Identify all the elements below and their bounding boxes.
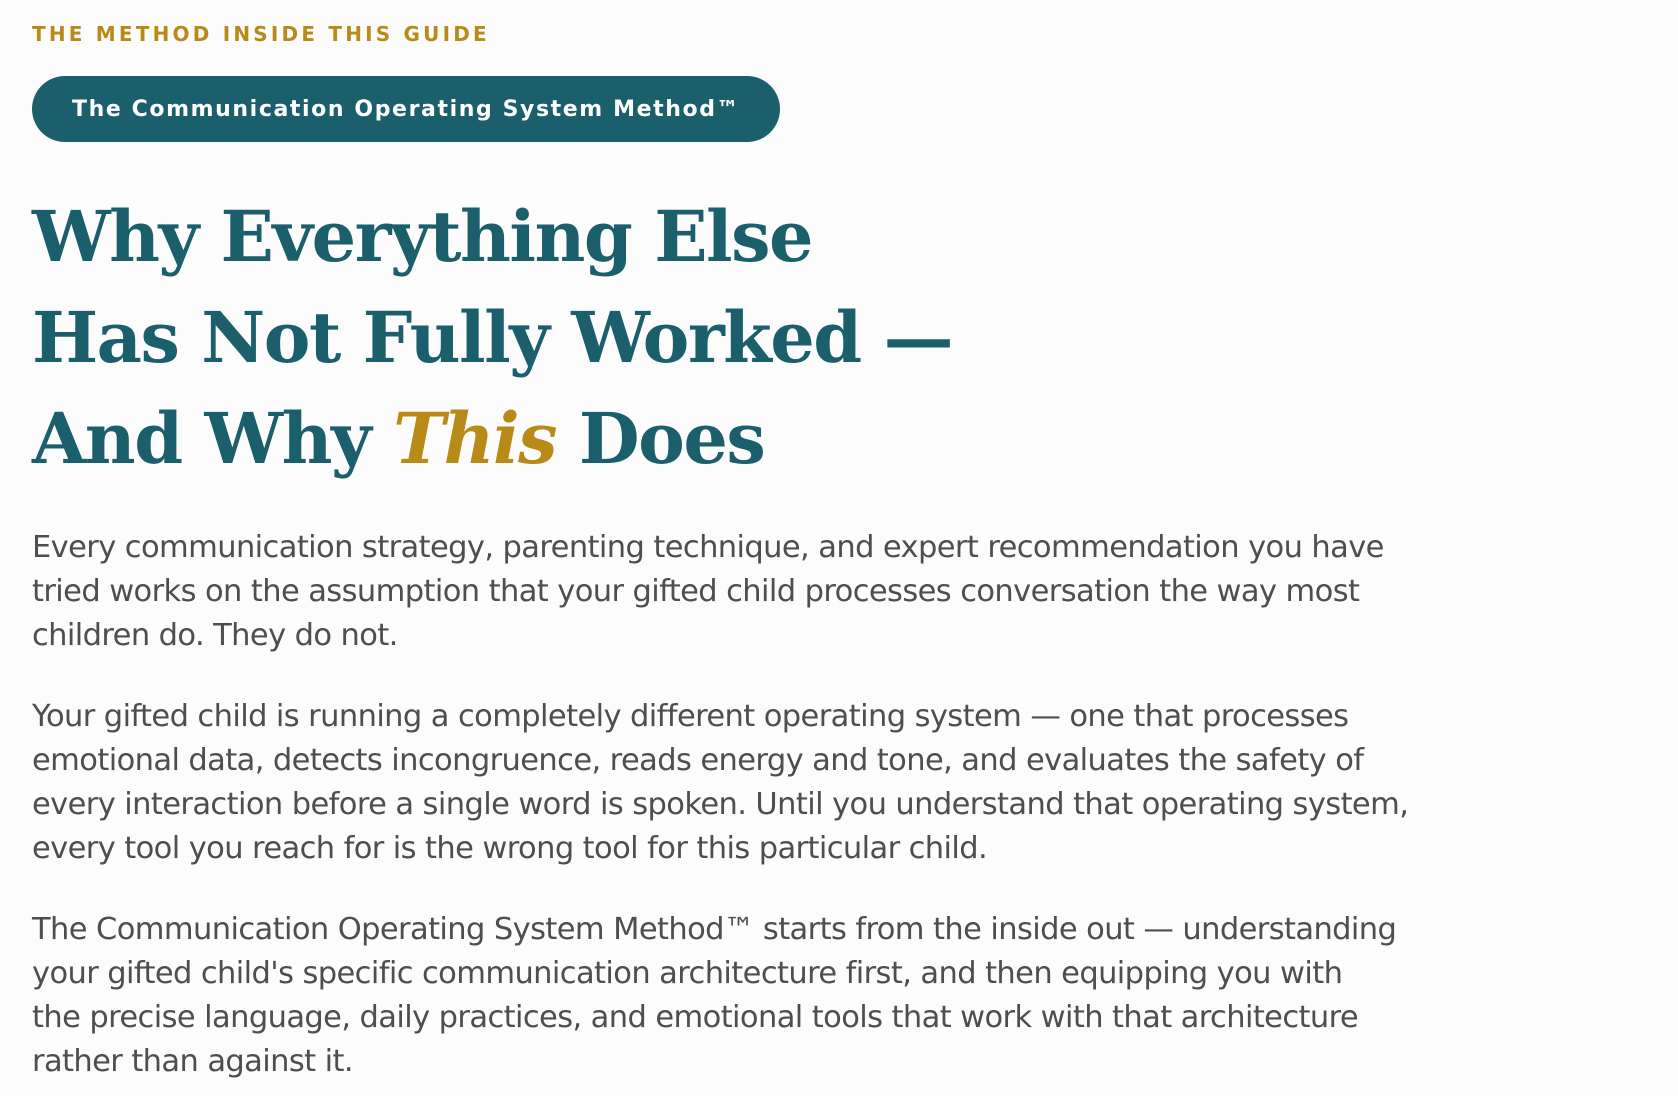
title-line-2: Has Not Fully Worked — [32,296,953,379]
paragraph-line: rather than against it. [32,1044,353,1079]
title-line-3 [32,388,952,489]
body-paragraph-1 [32,526,1532,658]
title-line-3-start: And Why [32,397,394,480]
paragraph-line: Every communication strategy, parenting technique, and expert recommendation you have [32,530,1384,565]
page-title [32,186,952,489]
paragraph-line: tried works on the assumption that your gifted child processes conversation the way most [32,574,1360,609]
paragraph-line: your gifted child's specific communication architecture first, and then equipping you with [32,956,1343,991]
paragraph-line: Your gifted child is running a completely different operating system — one that processes [32,699,1349,734]
body-paragraph-3 [32,908,1532,1084]
title-line-3-end: Does [556,397,765,480]
body-paragraph-2 [32,695,1532,871]
title-line-1: Why Everything Else [32,195,813,278]
title-accent-word: This [393,397,557,480]
paragraph-line: children do. They do not. [32,618,398,653]
paragraph-line: every interaction before a single word is spoken. Until you understand that operating system, [32,787,1409,822]
method-name-badge: The Communication Operating System Method™ [32,76,780,142]
paragraph-line: the precise language, daily practices, and emotional tools that work with that architecture [32,1000,1359,1035]
paragraph-line: emotional data, detects incongruence, reads energy and tone, and evaluates the safety of [32,743,1364,778]
section-eyebrow: THE METHOD INSIDE THIS GUIDE [32,22,490,46]
paragraph-line: The Communication Operating System Method™ starts from the inside out — understanding [32,912,1397,947]
paragraph-line: every tool you reach for is the wrong tool for this particular child. [32,831,988,866]
